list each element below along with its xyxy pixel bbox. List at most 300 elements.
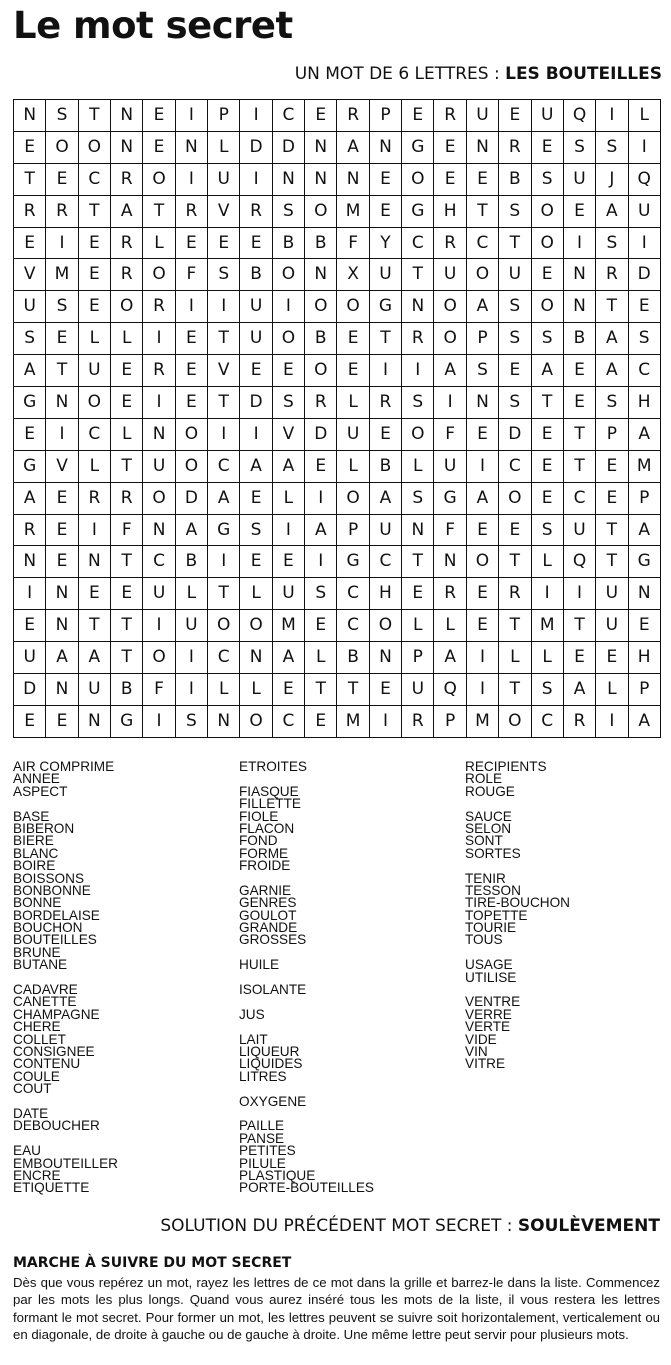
grid-cell[interactable]: I [176, 164, 208, 196]
grid-cell[interactable]: T [370, 323, 402, 355]
grid-cell[interactable]: A [467, 483, 499, 515]
grid-cell[interactable]: U [208, 164, 240, 196]
grid-cell[interactable]: U [596, 578, 628, 610]
grid-cell[interactable]: M [629, 451, 661, 483]
grid-cell[interactable]: E [564, 387, 596, 419]
grid-cell[interactable]: E [273, 546, 305, 578]
grid-cell[interactable]: I [143, 387, 175, 419]
grid-cell[interactable]: T [564, 419, 596, 451]
grid-cell[interactable]: E [273, 674, 305, 706]
grid-cell[interactable]: E [143, 132, 175, 164]
grid-cell[interactable]: T [564, 610, 596, 642]
grid-cell[interactable]: C [402, 228, 434, 260]
grid-cell[interactable]: S [402, 483, 434, 515]
grid-cell[interactable]: A [629, 706, 661, 738]
grid-cell[interactable]: C [499, 451, 531, 483]
grid-cell[interactable]: E [46, 546, 78, 578]
grid-cell[interactable]: X [337, 259, 369, 291]
grid-cell[interactable]: E [532, 419, 564, 451]
grid-cell[interactable]: E [370, 419, 402, 451]
grid-cell[interactable]: E [79, 291, 111, 323]
grid-cell[interactable]: E [532, 451, 564, 483]
grid-cell[interactable]: S [499, 323, 531, 355]
grid-cell[interactable]: R [337, 100, 369, 132]
grid-cell[interactable]: L [629, 100, 661, 132]
grid-cell[interactable]: E [629, 610, 661, 642]
grid-cell[interactable]: O [305, 355, 337, 387]
grid-cell[interactable]: E [434, 132, 466, 164]
grid-cell[interactable]: E [240, 483, 272, 515]
grid-cell[interactable]: R [176, 196, 208, 228]
grid-cell[interactable]: N [467, 387, 499, 419]
grid-cell[interactable]: E [305, 451, 337, 483]
grid-cell[interactable]: V [46, 451, 78, 483]
grid-cell[interactable]: G [434, 483, 466, 515]
grid-cell[interactable]: E [14, 132, 46, 164]
grid-cell[interactable]: S [499, 196, 531, 228]
grid-cell[interactable]: E [46, 483, 78, 515]
grid-cell[interactable]: N [370, 642, 402, 674]
grid-cell[interactable]: N [305, 132, 337, 164]
grid-cell[interactable]: S [46, 100, 78, 132]
grid-cell[interactable]: S [596, 387, 628, 419]
grid-cell[interactable]: A [596, 196, 628, 228]
grid-cell[interactable]: O [532, 196, 564, 228]
grid-cell[interactable]: N [143, 419, 175, 451]
grid-cell[interactable]: A [337, 132, 369, 164]
grid-cell[interactable]: S [532, 515, 564, 547]
grid-cell[interactable]: U [143, 578, 175, 610]
grid-cell[interactable]: U [143, 451, 175, 483]
grid-cell[interactable]: M [337, 196, 369, 228]
grid-cell[interactable]: I [240, 100, 272, 132]
grid-cell[interactable]: P [434, 706, 466, 738]
grid-cell[interactable]: N [434, 546, 466, 578]
grid-cell[interactable]: S [532, 164, 564, 196]
grid-cell[interactable]: S [14, 323, 46, 355]
grid-cell[interactable]: N [305, 164, 337, 196]
grid-cell[interactable]: A [629, 419, 661, 451]
grid-cell[interactable]: S [46, 291, 78, 323]
grid-cell[interactable]: H [434, 196, 466, 228]
grid-cell[interactable]: O [143, 483, 175, 515]
grid-cell[interactable]: R [14, 196, 46, 228]
grid-cell[interactable]: E [596, 451, 628, 483]
grid-cell[interactable]: E [499, 515, 531, 547]
grid-cell[interactable]: A [467, 291, 499, 323]
grid-cell[interactable]: E [499, 100, 531, 132]
grid-cell[interactable]: E [402, 100, 434, 132]
grid-cell[interactable]: O [79, 132, 111, 164]
grid-cell[interactable]: E [629, 291, 661, 323]
grid-cell[interactable]: S [305, 578, 337, 610]
grid-cell[interactable]: A [46, 642, 78, 674]
grid-cell[interactable]: L [434, 610, 466, 642]
grid-cell[interactable]: C [337, 610, 369, 642]
grid-cell[interactable]: O [434, 291, 466, 323]
grid-cell[interactable]: R [240, 196, 272, 228]
grid-cell[interactable]: U [434, 451, 466, 483]
grid-cell[interactable]: I [370, 706, 402, 738]
grid-cell[interactable]: I [208, 546, 240, 578]
grid-cell[interactable]: B [499, 164, 531, 196]
grid-cell[interactable]: E [111, 387, 143, 419]
grid-cell[interactable]: E [337, 323, 369, 355]
grid-cell[interactable]: N [79, 706, 111, 738]
grid-cell[interactable]: I [629, 228, 661, 260]
grid-cell[interactable]: A [14, 355, 46, 387]
grid-cell[interactable]: A [629, 515, 661, 547]
grid-cell[interactable]: O [176, 451, 208, 483]
grid-cell[interactable]: I [14, 578, 46, 610]
grid-cell[interactable]: I [596, 100, 628, 132]
grid-cell[interactable]: V [14, 259, 46, 291]
grid-cell[interactable]: O [273, 323, 305, 355]
grid-cell[interactable]: G [629, 546, 661, 578]
grid-cell[interactable]: T [499, 610, 531, 642]
grid-cell[interactable]: E [532, 132, 564, 164]
grid-cell[interactable]: A [434, 355, 466, 387]
grid-cell[interactable]: N [111, 100, 143, 132]
grid-cell[interactable]: D [14, 674, 46, 706]
grid-cell[interactable]: B [273, 228, 305, 260]
grid-cell[interactable]: N [143, 515, 175, 547]
grid-cell[interactable]: I [273, 291, 305, 323]
grid-cell[interactable]: I [467, 642, 499, 674]
grid-cell[interactable]: L [111, 419, 143, 451]
grid-cell[interactable]: L [176, 578, 208, 610]
grid-cell[interactable]: E [370, 164, 402, 196]
grid-cell[interactable]: R [564, 706, 596, 738]
grid-cell[interactable]: R [402, 323, 434, 355]
grid-cell[interactable]: R [79, 483, 111, 515]
grid-cell[interactable]: E [370, 674, 402, 706]
grid-cell[interactable]: D [240, 387, 272, 419]
grid-cell[interactable]: S [208, 259, 240, 291]
grid-cell[interactable]: T [402, 546, 434, 578]
grid-cell[interactable]: F [434, 515, 466, 547]
grid-cell[interactable]: L [111, 323, 143, 355]
grid-cell[interactable]: O [143, 259, 175, 291]
grid-cell[interactable]: P [370, 100, 402, 132]
grid-cell[interactable]: F [111, 515, 143, 547]
grid-cell[interactable]: G [370, 291, 402, 323]
grid-cell[interactable]: M [273, 610, 305, 642]
grid-cell[interactable]: P [467, 323, 499, 355]
grid-cell[interactable]: M [532, 610, 564, 642]
grid-cell[interactable]: C [337, 578, 369, 610]
grid-cell[interactable]: E [176, 323, 208, 355]
grid-cell[interactable]: G [14, 387, 46, 419]
grid-cell[interactable]: S [499, 387, 531, 419]
grid-cell[interactable]: L [402, 610, 434, 642]
grid-cell[interactable]: E [532, 259, 564, 291]
grid-cell[interactable]: I [208, 419, 240, 451]
grid-cell[interactable]: E [176, 228, 208, 260]
grid-cell[interactable]: T [46, 355, 78, 387]
grid-cell[interactable]: H [629, 387, 661, 419]
grid-cell[interactable]: P [402, 642, 434, 674]
grid-cell[interactable]: N [176, 132, 208, 164]
grid-cell[interactable]: T [111, 610, 143, 642]
grid-cell[interactable]: E [111, 578, 143, 610]
grid-cell[interactable]: N [305, 259, 337, 291]
grid-cell[interactable]: B [337, 642, 369, 674]
grid-cell[interactable]: U [564, 164, 596, 196]
grid-cell[interactable]: S [532, 674, 564, 706]
grid-cell[interactable]: L [596, 674, 628, 706]
grid-cell[interactable]: I [305, 546, 337, 578]
grid-cell[interactable]: C [143, 546, 175, 578]
grid-cell[interactable]: T [499, 546, 531, 578]
grid-cell[interactable]: F [176, 259, 208, 291]
grid-cell[interactable]: B [111, 674, 143, 706]
grid-cell[interactable]: S [629, 323, 661, 355]
grid-cell[interactable]: E [46, 164, 78, 196]
grid-cell[interactable]: L [208, 132, 240, 164]
grid-cell[interactable]: I [176, 642, 208, 674]
grid-cell[interactable]: U [79, 674, 111, 706]
grid-cell[interactable]: N [564, 291, 596, 323]
grid-cell[interactable]: C [467, 228, 499, 260]
grid-cell[interactable]: T [79, 100, 111, 132]
grid-cell[interactable]: O [499, 706, 531, 738]
grid-cell[interactable]: R [305, 387, 337, 419]
grid-cell[interactable]: I [79, 515, 111, 547]
grid-cell[interactable]: E [434, 164, 466, 196]
grid-cell[interactable]: N [467, 132, 499, 164]
grid-cell[interactable]: T [208, 578, 240, 610]
grid-cell[interactable]: R [111, 259, 143, 291]
grid-cell[interactable]: U [564, 515, 596, 547]
grid-cell[interactable]: E [499, 355, 531, 387]
grid-cell[interactable]: G [14, 451, 46, 483]
grid-cell[interactable]: J [596, 164, 628, 196]
grid-cell[interactable]: R [111, 483, 143, 515]
grid-cell[interactable]: V [208, 355, 240, 387]
grid-cell[interactable]: O [434, 323, 466, 355]
grid-cell[interactable]: V [273, 419, 305, 451]
grid-cell[interactable]: S [273, 196, 305, 228]
grid-cell[interactable]: R [46, 196, 78, 228]
grid-cell[interactable]: E [240, 546, 272, 578]
grid-cell[interactable]: I [305, 483, 337, 515]
grid-cell[interactable]: U [176, 610, 208, 642]
grid-cell[interactable]: E [305, 610, 337, 642]
grid-cell[interactable]: E [14, 610, 46, 642]
grid-cell[interactable]: Q [434, 674, 466, 706]
grid-cell[interactable]: A [273, 642, 305, 674]
grid-cell[interactable]: E [79, 578, 111, 610]
grid-cell[interactable]: E [467, 578, 499, 610]
grid-cell[interactable]: T [499, 228, 531, 260]
grid-cell[interactable]: Y [370, 228, 402, 260]
grid-cell[interactable]: E [596, 483, 628, 515]
grid-cell[interactable]: L [240, 674, 272, 706]
grid-cell[interactable]: T [79, 610, 111, 642]
grid-cell[interactable]: D [273, 132, 305, 164]
grid-cell[interactable]: D [629, 259, 661, 291]
grid-cell[interactable]: N [402, 291, 434, 323]
grid-cell[interactable]: U [273, 578, 305, 610]
grid-cell[interactable]: U [629, 196, 661, 228]
grid-cell[interactable]: L [402, 451, 434, 483]
grid-cell[interactable]: I [46, 228, 78, 260]
grid-cell[interactable]: I [564, 578, 596, 610]
grid-cell[interactable]: D [499, 419, 531, 451]
grid-cell[interactable]: L [273, 483, 305, 515]
grid-cell[interactable]: I [46, 419, 78, 451]
grid-cell[interactable]: I [532, 578, 564, 610]
grid-cell[interactable]: E [596, 642, 628, 674]
grid-cell[interactable]: U [370, 515, 402, 547]
grid-cell[interactable]: A [434, 642, 466, 674]
grid-cell[interactable]: T [499, 674, 531, 706]
grid-cell[interactable]: E [240, 355, 272, 387]
grid-cell[interactable]: O [111, 291, 143, 323]
grid-cell[interactable]: S [240, 515, 272, 547]
grid-cell[interactable]: L [305, 642, 337, 674]
grid-cell[interactable]: M [46, 259, 78, 291]
grid-cell[interactable]: R [111, 164, 143, 196]
grid-cell[interactable]: E [305, 706, 337, 738]
grid-cell[interactable]: I [564, 228, 596, 260]
grid-cell[interactable]: N [337, 164, 369, 196]
grid-cell[interactable]: U [79, 355, 111, 387]
grid-cell[interactable]: Q [564, 100, 596, 132]
grid-cell[interactable]: O [46, 132, 78, 164]
grid-cell[interactable]: S [564, 132, 596, 164]
grid-cell[interactable]: O [143, 164, 175, 196]
grid-cell[interactable]: L [532, 546, 564, 578]
grid-cell[interactable]: S [402, 387, 434, 419]
grid-cell[interactable]: I [402, 355, 434, 387]
grid-cell[interactable]: E [273, 355, 305, 387]
grid-cell[interactable]: T [532, 387, 564, 419]
grid-cell[interactable]: M [337, 706, 369, 738]
grid-cell[interactable]: E [532, 483, 564, 515]
grid-cell[interactable]: G [337, 546, 369, 578]
grid-cell[interactable]: C [370, 546, 402, 578]
grid-cell[interactable]: O [467, 259, 499, 291]
grid-cell[interactable]: B [305, 228, 337, 260]
grid-cell[interactable]: E [467, 515, 499, 547]
grid-cell[interactable]: I [143, 323, 175, 355]
grid-cell[interactable]: Q [564, 546, 596, 578]
grid-cell[interactable]: E [176, 355, 208, 387]
grid-cell[interactable]: O [208, 610, 240, 642]
grid-cell[interactable]: O [337, 291, 369, 323]
grid-cell[interactable]: U [402, 674, 434, 706]
grid-cell[interactable]: T [402, 259, 434, 291]
grid-cell[interactable]: A [79, 642, 111, 674]
grid-cell[interactable]: N [46, 387, 78, 419]
grid-cell[interactable]: A [240, 451, 272, 483]
grid-cell[interactable]: I [629, 132, 661, 164]
grid-cell[interactable]: O [240, 706, 272, 738]
grid-cell[interactable]: E [14, 419, 46, 451]
grid-cell[interactable]: S [176, 706, 208, 738]
grid-cell[interactable]: O [370, 610, 402, 642]
grid-cell[interactable]: G [402, 132, 434, 164]
grid-cell[interactable]: R [499, 132, 531, 164]
grid-cell[interactable]: T [208, 387, 240, 419]
grid-cell[interactable]: O [402, 164, 434, 196]
grid-cell[interactable]: C [273, 100, 305, 132]
grid-cell[interactable]: A [596, 323, 628, 355]
grid-cell[interactable]: R [143, 355, 175, 387]
grid-cell[interactable]: A [596, 355, 628, 387]
grid-cell[interactable]: C [208, 451, 240, 483]
grid-cell[interactable]: E [143, 100, 175, 132]
grid-cell[interactable]: A [564, 674, 596, 706]
grid-cell[interactable]: F [337, 228, 369, 260]
grid-cell[interactable]: E [208, 228, 240, 260]
grid-cell[interactable]: E [46, 515, 78, 547]
grid-cell[interactable]: C [79, 419, 111, 451]
grid-cell[interactable]: E [467, 419, 499, 451]
grid-cell[interactable]: O [305, 196, 337, 228]
grid-cell[interactable]: E [14, 706, 46, 738]
grid-cell[interactable]: O [337, 483, 369, 515]
grid-cell[interactable]: B [176, 546, 208, 578]
grid-cell[interactable]: I [176, 100, 208, 132]
grid-cell[interactable]: E [79, 259, 111, 291]
grid-cell[interactable]: C [629, 355, 661, 387]
grid-cell[interactable]: F [434, 419, 466, 451]
grid-cell[interactable]: P [629, 483, 661, 515]
grid-cell[interactable]: R [14, 515, 46, 547]
grid-cell[interactable]: V [208, 196, 240, 228]
grid-cell[interactable]: O [499, 483, 531, 515]
grid-cell[interactable]: O [467, 546, 499, 578]
grid-cell[interactable]: E [79, 228, 111, 260]
grid-cell[interactable]: C [532, 706, 564, 738]
grid-cell[interactable]: L [79, 451, 111, 483]
grid-cell[interactable]: R [434, 578, 466, 610]
grid-cell[interactable]: R [143, 291, 175, 323]
grid-cell[interactable]: E [337, 355, 369, 387]
grid-cell[interactable]: A [273, 451, 305, 483]
grid-cell[interactable]: N [14, 546, 46, 578]
grid-cell[interactable]: C [273, 706, 305, 738]
grid-cell[interactable]: I [176, 291, 208, 323]
grid-cell[interactable]: I [370, 355, 402, 387]
grid-cell[interactable]: A [370, 483, 402, 515]
grid-cell[interactable]: U [434, 259, 466, 291]
grid-cell[interactable]: S [596, 228, 628, 260]
grid-cell[interactable]: G [208, 515, 240, 547]
grid-cell[interactable]: P [208, 100, 240, 132]
grid-cell[interactable]: E [564, 642, 596, 674]
grid-cell[interactable]: O [273, 259, 305, 291]
grid-cell[interactable]: I [240, 419, 272, 451]
grid-cell[interactable]: I [596, 706, 628, 738]
grid-cell[interactable]: I [176, 674, 208, 706]
grid-cell[interactable]: B [240, 259, 272, 291]
grid-cell[interactable]: N [240, 642, 272, 674]
grid-cell[interactable]: N [46, 578, 78, 610]
grid-cell[interactable]: L [499, 642, 531, 674]
grid-cell[interactable]: R [499, 578, 531, 610]
grid-cell[interactable]: N [14, 100, 46, 132]
grid-cell[interactable]: A [111, 196, 143, 228]
grid-cell[interactable]: T [111, 546, 143, 578]
grid-cell[interactable]: U [596, 610, 628, 642]
grid-cell[interactable]: R [111, 228, 143, 260]
grid-cell[interactable]: T [143, 196, 175, 228]
grid-cell[interactable]: T [79, 196, 111, 228]
